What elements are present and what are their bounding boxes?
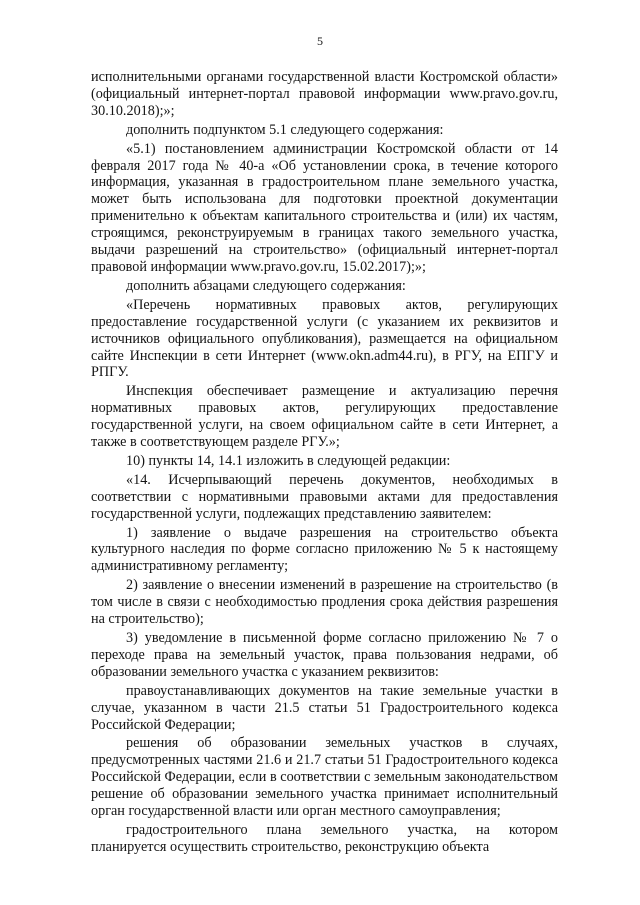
document-body <box>91 69 558 858</box>
page-number: 5 <box>317 34 323 48</box>
paragraph: градостроительного плана земельного участка, на котором планируется осуществить строительство, реконструкцию объекта <box>91 821 558 855</box>
paragraph: дополнить подпунктом 5.1 следующего содержания: <box>126 121 444 138</box>
paragraph: «5.1) постановлением администрации Костромской области от 14 февраля 2017 года № 40-а «Об установлении срока, в течение которого информация, указанная в градостроительном плане земельного участка, может быть использована для подготовки проектной документации применительно к объектам капитального строительства и (или) их частям, строящимся, реконструируемым в границах такого земельного участка, выдачи разрешений на строительство» (официальный интернет-портал правовой информации www.pravo.gov.ru, 15.02.2017);»; <box>91 140 558 275</box>
paragraph: исполнительными органами государственной власти Костромской области» (официальный интернет-портал правовой информации www.pravo.gov.ru, 30.10.2018);»; <box>91 69 558 119</box>
paragraph: 2) заявление о внесении изменений в разрешение на строительство (в том числе в связи с необходимостью продления срока действия разрешения на строительство); <box>91 577 558 628</box>
paragraph: 1) заявление о выдаче разрешения на строительство объекта культурного наследия по форме согласно приложению № 5 к настоящему административному регламенту; <box>91 524 558 575</box>
paragraph: «14. Исчерпывающий перечень документов, необходимых в соответствии с нормативными правовыми актами для предоставления государственной услуги, подлежащих представлению заявителем: <box>91 471 558 522</box>
paragraph: Инспекция обеспечивает размещение и актуализацию перечня нормативных правовых актов, регулирующих предоставление государственной услуги, на своем официальном сайте в сети Интернет, а также в соответствующем разделе РГУ.»; <box>91 383 558 451</box>
paragraph: 10) пункты 14, 14.1 изложить в следующей редакции: <box>126 452 451 469</box>
paragraph: «Перечень нормативных правовых актов, регулирующих предоставление государственной услуги (с указанием их реквизитов и источников официального опубликования), размещается на официальном сайте Инспекции в сети Интернет (www.okn.adm44.ru), в РГУ, на ЕПГУ и РПГУ. <box>91 296 558 381</box>
paragraph: решения об образовании земельных участков в случаях, предусмотренных частями 21.6 и 21.7 статьи 51 Градостроительного кодекса Российской Федерации, если в соответствии с земельным законодательством решение об образовании земельного участка принимает исполнительный орган государственной власти или орган местного самоуправления; <box>91 735 558 820</box>
paragraph: дополнить абзацами следующего содержания: <box>126 277 406 294</box>
paragraph: 3) уведомление в письменной форме согласно приложению № 7 о переходе права на земельный участок, права пользования недрами, об образовании земельного участка с указанием реквизитов: <box>91 630 558 680</box>
paragraph: правоустанавливающих документов на такие земельные участки в случае, указанном в части 21.5 статьи 51 Градостроительного кодекса Российской Федерации; <box>91 682 558 733</box>
